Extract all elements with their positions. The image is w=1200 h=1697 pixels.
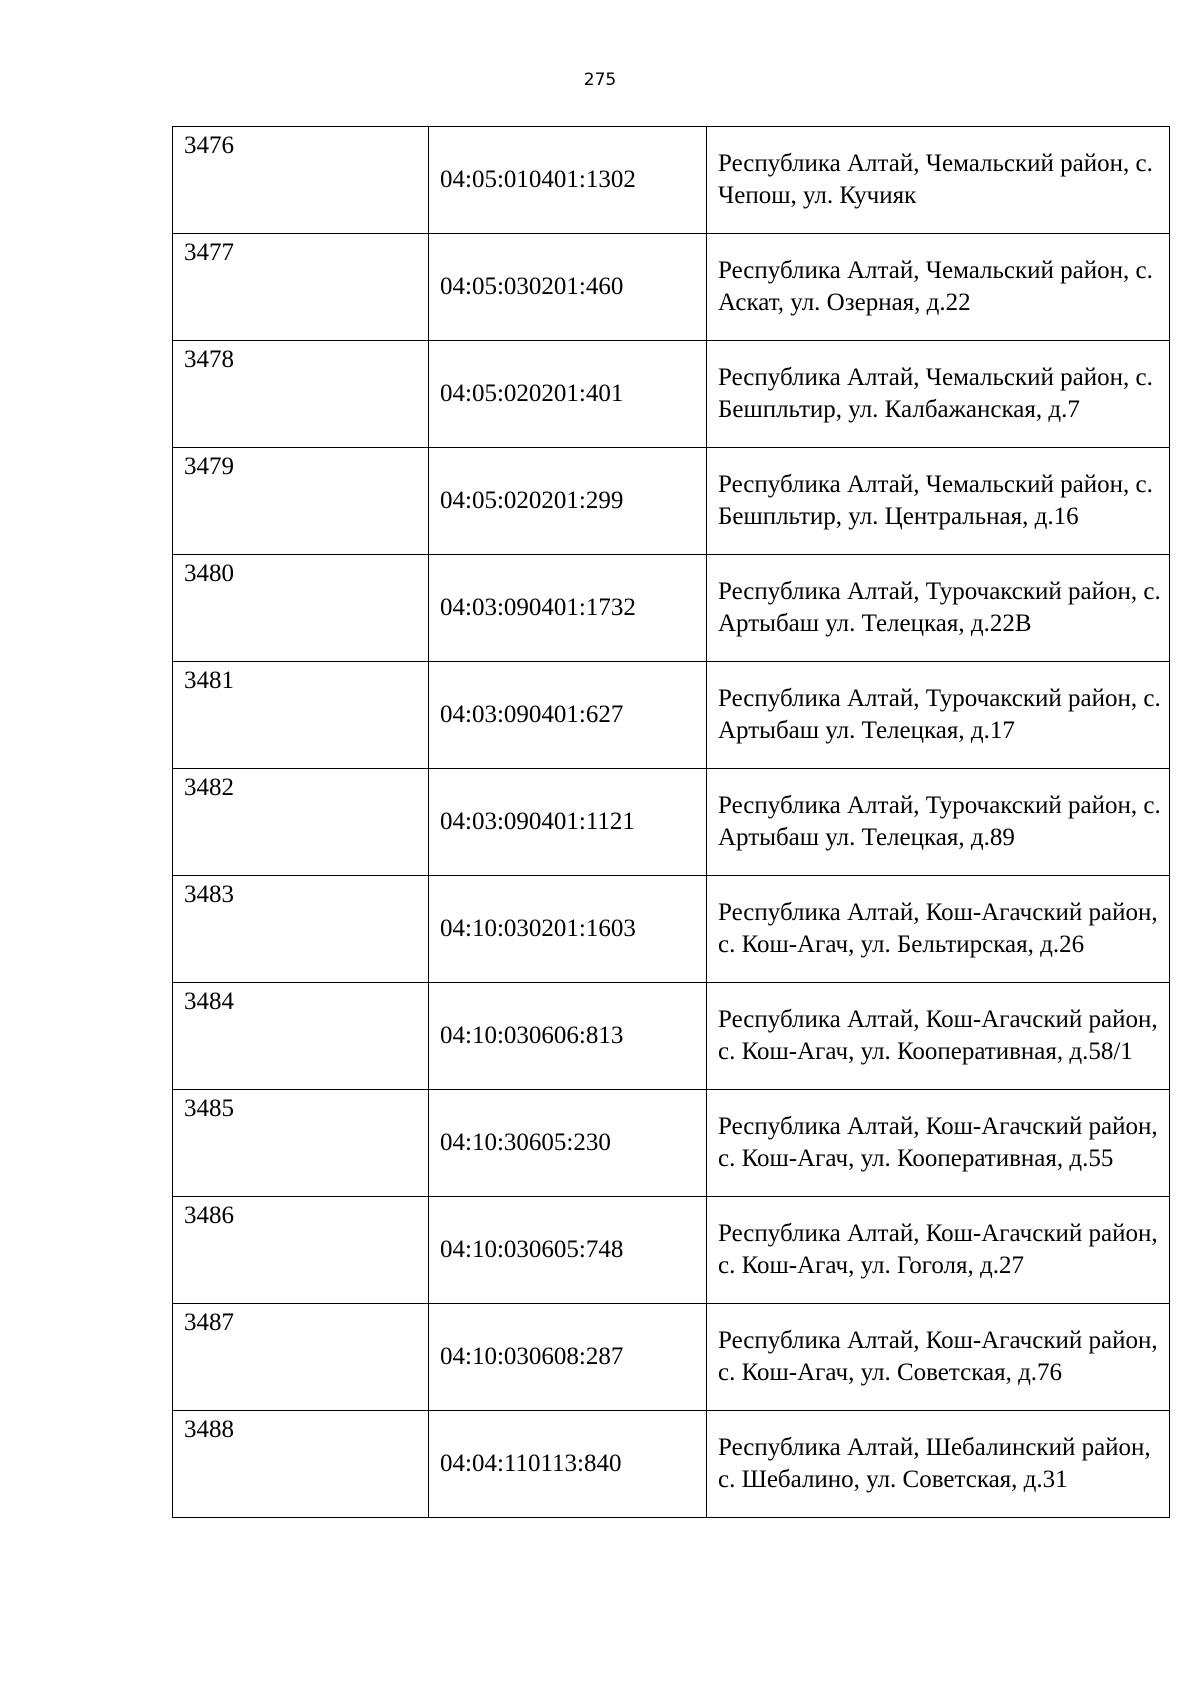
cadastral-number-cell: 04:10:030201:1603 <box>429 876 707 983</box>
registry-table-body <box>173 127 1170 1518</box>
cadastral-number-cell: 04:03:090401:627 <box>429 662 707 769</box>
table-row <box>173 876 1170 983</box>
address-cell: Республика Алтай, Чемальский район, с. Бешпльтир, ул. Центральная, д.16 <box>707 448 1170 555</box>
address-cell: Республика Алтай, Кош-Агачский район, с. Кош-Агач, ул. Кооперативная, д.55 <box>707 1090 1170 1197</box>
table-row <box>173 234 1170 341</box>
table-row <box>173 1411 1170 1518</box>
cadastral-number-cell: 04:03:090401:1732 <box>429 555 707 662</box>
row-number-cell: 3476 <box>173 127 429 234</box>
row-number-cell: 3482 <box>173 769 429 876</box>
row-number-cell: 3481 <box>173 662 429 769</box>
row-number-cell: 3479 <box>173 448 429 555</box>
page-number: 275 <box>583 70 617 90</box>
row-number-cell: 3488 <box>173 1411 429 1518</box>
cadastral-number-cell: 04:04:110113:840 <box>429 1411 707 1518</box>
registry-table <box>172 126 1170 1518</box>
table-row <box>173 1304 1170 1411</box>
row-number-cell: 3486 <box>173 1197 429 1304</box>
row-number-cell: 3483 <box>173 876 429 983</box>
cadastral-number-cell: 04:10:30605:230 <box>429 1090 707 1197</box>
table-row <box>173 1090 1170 1197</box>
table-row <box>173 127 1170 234</box>
table-row <box>173 341 1170 448</box>
address-cell: Республика Алтай, Кош-Агачский район, с. Кош-Агач, ул. Бельтирская, д.26 <box>707 876 1170 983</box>
row-number-cell: 3480 <box>173 555 429 662</box>
table-row <box>173 555 1170 662</box>
cadastral-number-cell: 04:10:030605:748 <box>429 1197 707 1304</box>
table-row <box>173 448 1170 555</box>
row-number-cell: 3485 <box>173 1090 429 1197</box>
row-number-cell: 3487 <box>173 1304 429 1411</box>
cadastral-number-cell: 04:05:030201:460 <box>429 234 707 341</box>
address-cell: Республика Алтай, Чемальский район, с. Чепош, ул. Кучияк <box>707 127 1170 234</box>
table-row <box>173 662 1170 769</box>
table-row <box>173 769 1170 876</box>
address-cell: Республика Алтай, Турочакский район, с. Артыбаш ул. Телецкая, д.22В <box>707 555 1170 662</box>
cadastral-number-cell: 04:10:030606:813 <box>429 983 707 1090</box>
cadastral-number-cell: 04:05:010401:1302 <box>429 127 707 234</box>
row-number-cell: 3478 <box>173 341 429 448</box>
cadastral-number-cell: 04:05:020201:299 <box>429 448 707 555</box>
cadastral-number-cell: 04:10:030608:287 <box>429 1304 707 1411</box>
table-row <box>173 983 1170 1090</box>
address-cell: Республика Алтай, Чемальский район, с. Аскат, ул. Озерная, д.22 <box>707 234 1170 341</box>
table-row <box>173 1197 1170 1304</box>
address-cell: Республика Алтай, Шебалинский район, с. Шебалино, ул. Советская, д.31 <box>707 1411 1170 1518</box>
row-number-cell: 3477 <box>173 234 429 341</box>
address-cell: Республика Алтай, Кош-Агачский район, с. Кош-Агач, ул. Советская, д.76 <box>707 1304 1170 1411</box>
row-number-cell: 3484 <box>173 983 429 1090</box>
cadastral-number-cell: 04:03:090401:1121 <box>429 769 707 876</box>
address-cell: Республика Алтай, Чемальский район, с. Бешпльтир, ул. Калбажанская, д.7 <box>707 341 1170 448</box>
address-cell: Республика Алтай, Турочакский район, с. Артыбаш ул. Телецкая, д.17 <box>707 662 1170 769</box>
address-cell: Республика Алтай, Кош-Агачский район, с. Кош-Агач, ул. Гоголя, д.27 <box>707 1197 1170 1304</box>
address-cell: Республика Алтай, Кош-Агачский район, с. Кош-Агач, ул. Кооперативная, д.58/1 <box>707 983 1170 1090</box>
cadastral-number-cell: 04:05:020201:401 <box>429 341 707 448</box>
address-cell: Республика Алтай, Турочакский район, с. Артыбаш ул. Телецкая, д.89 <box>707 769 1170 876</box>
